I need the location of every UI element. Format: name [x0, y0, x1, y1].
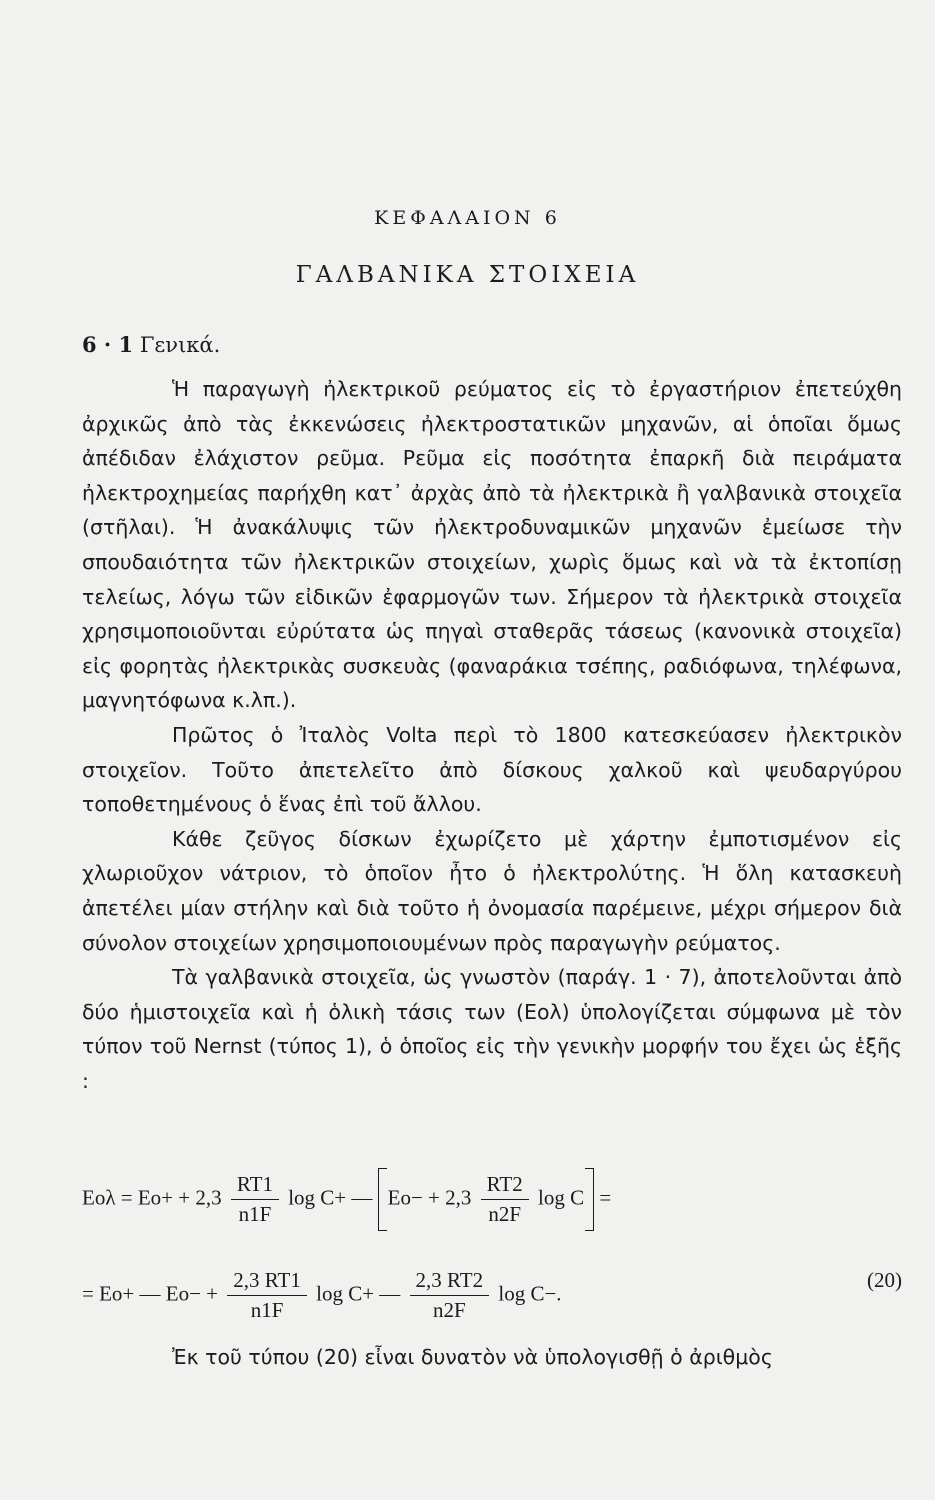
formula-term: = Eo+ — Eo− + — [82, 1281, 219, 1306]
nernst-formula-line-1 — [82, 1172, 902, 1242]
section-title: Γενικά. — [139, 333, 221, 357]
chapter-heading: ΚΕΦΑΛΑΙΟΝ 6 — [374, 207, 561, 229]
formula-term: log C+ — — [288, 1185, 373, 1210]
formula-term: log C−. — [498, 1281, 562, 1306]
formula-term: log C+ — — [316, 1281, 401, 1306]
formula-lhs: Eολ — [82, 1185, 116, 1210]
body-text — [82, 372, 902, 1098]
fraction-numerator: 2,3 RT1 — [227, 1268, 307, 1296]
fraction-numerator: RT1 — [231, 1172, 279, 1200]
formula-term: = Eo+ + 2,3 — [120, 1185, 222, 1210]
equation-number: (20) — [867, 1268, 902, 1292]
chapter-title: ΓΑΛΒΑΝΙΚΑ ΣΤΟΙΧΕΙΑ — [295, 262, 640, 288]
fraction — [227, 1268, 307, 1323]
fraction — [481, 1172, 529, 1227]
fraction-denominator: n2F — [432, 1298, 466, 1322]
fraction-denominator: n2F — [488, 1202, 522, 1226]
formula-term: = — [599, 1185, 612, 1210]
section-heading — [82, 332, 220, 357]
nernst-formula-line-2 — [82, 1268, 902, 1338]
paragraph-continuation: Ἐκ τοῦ τύπου (20) εἶναι δυνατὸν νὰ ὑπολογισθῇ ὁ ἀριθμὸς — [172, 1345, 773, 1369]
paragraph: Κάθε ζεῦγος δίσκων ἐχωρίζετο μὲ χάρτην ἐμποτισμένον εἰς χλωριοῦχον νάτριον, τὸ ὁποῖον ἦτο ὁ ἠλεκτρολύτης. Ἡ ὅλη κατασκευὴ ἀπετέλει μίαν στήλην καὶ διὰ τοῦτο ἡ ὀνομασία παρέμεινε, μέχρι σήμερον διὰ σύνολον στοιχείων χρησιμοποιουμένων πρὸς παραγωγὴν ρεύματος. — [82, 826, 902, 955]
fraction-numerator: 2,3 RT2 — [410, 1268, 490, 1296]
section-number: 6 · 1 — [82, 332, 134, 357]
fraction — [231, 1172, 279, 1227]
fraction — [410, 1268, 490, 1323]
paragraph: Τὰ γαλβανικὰ στοιχεῖα, ὡς γνωστὸν (παράγ. 1 · 7), ἀποτελοῦνται ἀπὸ δύο ἡμιστοιχεῖα καὶ ἡ ὁλικὴ τάσις των (Eολ) ὑπολογίζεται σύμφωνα μὲ τὸν τύπον τοῦ Nernst (τύπος 1), ὁ ὁποῖος εἰς τὴν γενικὴν μορφήν του ἔχει ὡς ἑξῆς : — [82, 965, 902, 1093]
formula-term: log C — [537, 1185, 585, 1210]
paragraph: Ἡ παραγωγὴ ἠλεκτρικοῦ ρεύματος εἰς τὸ ἐργαστήριον ἐπετεύχθη ἀρχικῶς ἀπὸ τὰς ἐκκενώσεις ἠλεκτροστατικῶν μηχανῶν, αἱ ὁποῖαι ὅμως ἀπέδιδαν ἐλάχιστον ρεῦμα. Ρεῦμα εἰς ποσότητα ἐπαρκῆ διὰ πειράματα ἠλεκτροχημείας παρήχθη κατ᾽ ἀρχὰς ἀπὸ τὰ ἠλεκτρικὰ ἢ γαλβανικὰ στοιχεῖα (στῆλαι). Ἡ ἀνακάλυψις τῶν ἠλεκτροδυναμικῶν μηχανῶν ἐμείωσε τὴν σπουδαιότητα τῶν ἠλεκτρικῶν στοιχείων, χωρὶς ὅμως καὶ νὰ τὰ ἐκτοπίσῃ τελείως, λόγω τῶν εἰδικῶν ἐφαρμογῶν των. Σήμερον τὰ ἠλεκτρικὰ στοιχεῖα χρησιμοποιοῦνται εὐρύτατα ὡς πηγαὶ σταθερᾶς τάσεως (κανονικὰ στοιχεῖα) εἰς φορητὰς ἠλεκτρικὰς συσκευὰς (φαναράκια τσέπης, ραδιόφωνα, τηλέφωνα, μαγνητόφωνα κ.λπ.). — [82, 377, 902, 713]
fraction-denominator: n1F — [250, 1298, 284, 1322]
paragraph: Πρῶτος ὁ Ἰταλὸς Volta περὶ τὸ 1800 κατεσκεύασεν ἠλεκτρικὸν στοιχεῖον. Τοῦτο ἀπετελεῖτο ἀπὸ δίσκους χαλκοῦ καὶ ψευδαργύρου τοποθετημένους ὁ ἕνας ἐπὶ τοῦ ἄλλου. — [82, 722, 902, 817]
square-bracket-group — [378, 1172, 594, 1227]
formula-term: Eo− + 2,3 — [387, 1185, 472, 1210]
fraction-numerator: RT2 — [481, 1172, 529, 1200]
fraction-denominator: n1F — [238, 1202, 272, 1226]
